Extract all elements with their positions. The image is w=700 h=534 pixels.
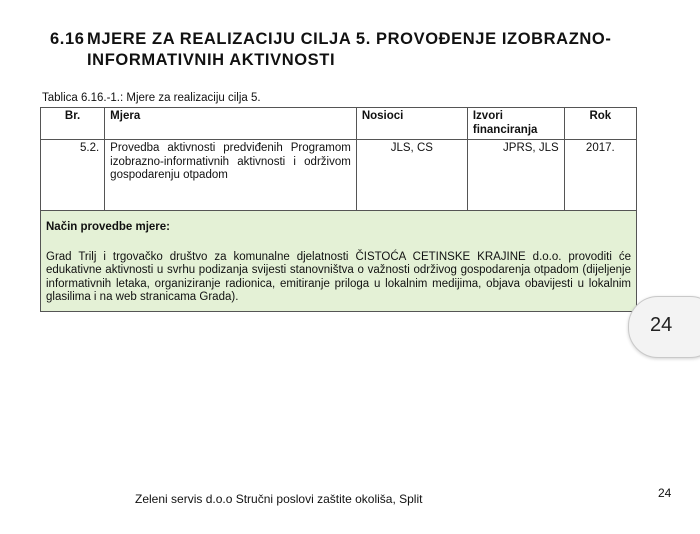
- table-row: [41, 140, 637, 211]
- measures-table: [40, 107, 637, 312]
- section-number: 6.16: [50, 30, 85, 48]
- header-mjera: Mjera: [105, 108, 357, 140]
- header-br: Br.: [41, 108, 105, 140]
- cell-rok: 2017.: [564, 140, 636, 211]
- heading-title-line-1: MJERE ZA REALIZACIJU CILJA 5. PROVOĐENJE IZOBRAZNO-: [87, 30, 612, 48]
- page-number-badge[interactable]: [628, 296, 700, 358]
- method-text: Grad Trilj i trgovačko društvo za komunalne djelatnosti ČISTOĆA CETINSKE KRAJINE d.o.o. provoditi će edukativne aktivnosti u svrhu podizanja svijesti stanovništva o važnosti održivog gospodarenja otpadom (dijeljenje informativnih letaka, organiziranje radionica, emitiranje priloga u lokalnim medijima, objava obavijesti u lokalnim glasilima i na web stranicama Grada).: [46, 250, 631, 303]
- heading-title-line-2: INFORMATIVNIH AKTIVNOSTI: [87, 51, 336, 69]
- heading-line-1: [50, 29, 650, 50]
- table-header-row: [41, 108, 637, 140]
- cell-izvori: JPRS, JLS: [467, 140, 564, 211]
- cell-mjera: Provedba aktivnosti predviđenih Programom izobrazno-informativnih aktivnosti i održivom gospodarenju otpadom: [105, 140, 357, 211]
- method-cell: [41, 211, 637, 312]
- cell-nosioci: JLS, CS: [356, 140, 467, 211]
- cell-br: 5.2.: [41, 140, 105, 211]
- method-row: [41, 211, 637, 312]
- footer-text: Zeleni servis d.o.o Stručni poslovi zaštite okoliša, Split: [135, 492, 423, 506]
- header-izvori: Izvori financiranja: [467, 108, 564, 140]
- section-heading: [50, 29, 650, 71]
- method-heading: Način provedbe mjere:: [46, 221, 170, 233]
- header-nosioci: Nosioci: [356, 108, 467, 140]
- page-number-badge-label: 24: [650, 314, 673, 336]
- table-caption: Tablica 6.16.-1.: Mjere za realizaciju cilja 5.: [42, 92, 261, 104]
- footer-page-number: 24: [658, 486, 672, 500]
- header-rok: Rok: [564, 108, 636, 140]
